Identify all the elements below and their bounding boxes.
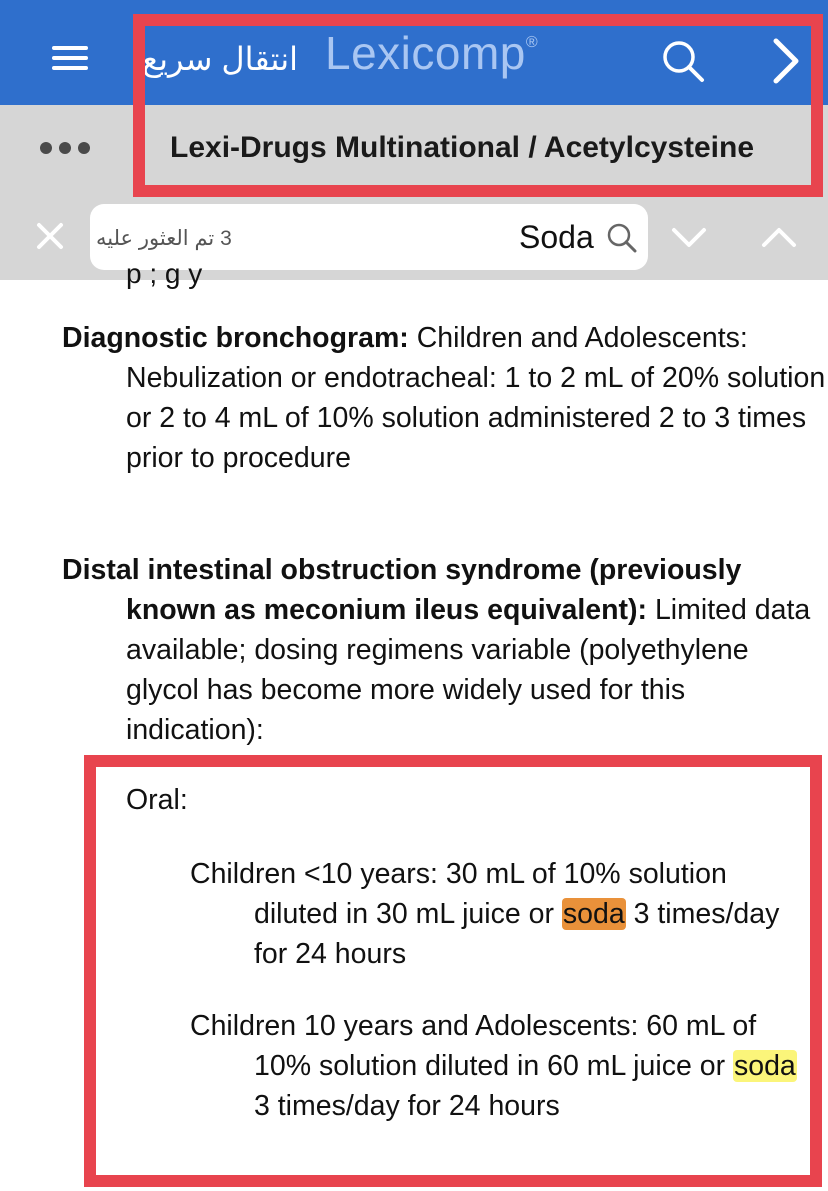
bronchogram-term: Diagnostic bronchogram:	[62, 322, 409, 354]
oral-label: Oral:	[126, 784, 188, 816]
find-result-count: 3 تم العثور عليه	[96, 227, 232, 250]
chevron-up-icon[interactable]	[760, 222, 798, 252]
search-match-current: soda	[562, 898, 625, 930]
close-icon[interactable]	[36, 222, 64, 250]
search-match: soda	[733, 1050, 796, 1082]
quick-jump-label[interactable]: انتقال سريع	[142, 41, 298, 77]
dios-term: Distal intestinal obstruction syndrome (previously known as meconium ileus equivalent):	[62, 554, 742, 626]
find-query-text[interactable]: Soda	[519, 219, 594, 255]
bronchogram-entry	[62, 318, 826, 478]
dose1-text-after: 3 times/day for 24 hours	[254, 898, 780, 970]
bronchogram-text: Children and Adolescents: Nebulization or endotracheal: 1 to 2 mL of 20% solution or 2 to 4 mL of 10% solution administered 2 to 3 times prior to procedure	[126, 322, 826, 474]
dose2-text-before: Children 10 years and Adolescents: 60 mL of 10% solution diluted in 60 mL juice or	[190, 1010, 757, 1082]
dose1-text-before: Children <10 years: 30 mL of 10% solution diluted in 30 mL juice or	[190, 858, 727, 930]
hamburger-menu-icon[interactable]	[52, 46, 88, 70]
brand-name: Lexicomp	[325, 27, 526, 79]
dios-text: Limited data available; dosing regimens variable (polyethylene glycol has become more widely used for this indication):	[126, 594, 811, 746]
chevron-down-icon[interactable]	[670, 222, 708, 252]
dose2-text-after: 3 times/day for 24 hours	[254, 1090, 560, 1122]
registered-mark: ®	[525, 34, 539, 51]
partially-hidden-line: p ; g y	[126, 258, 203, 289]
breadcrumb: Lexi-Drugs Multinational / Acetylcysteine	[170, 131, 755, 164]
more-options-icon[interactable]	[40, 142, 90, 156]
find-search-icon	[606, 222, 638, 254]
annotation-box-header	[133, 14, 823, 197]
dios-entry	[62, 550, 826, 750]
annotation-box-dosing	[84, 755, 822, 1187]
